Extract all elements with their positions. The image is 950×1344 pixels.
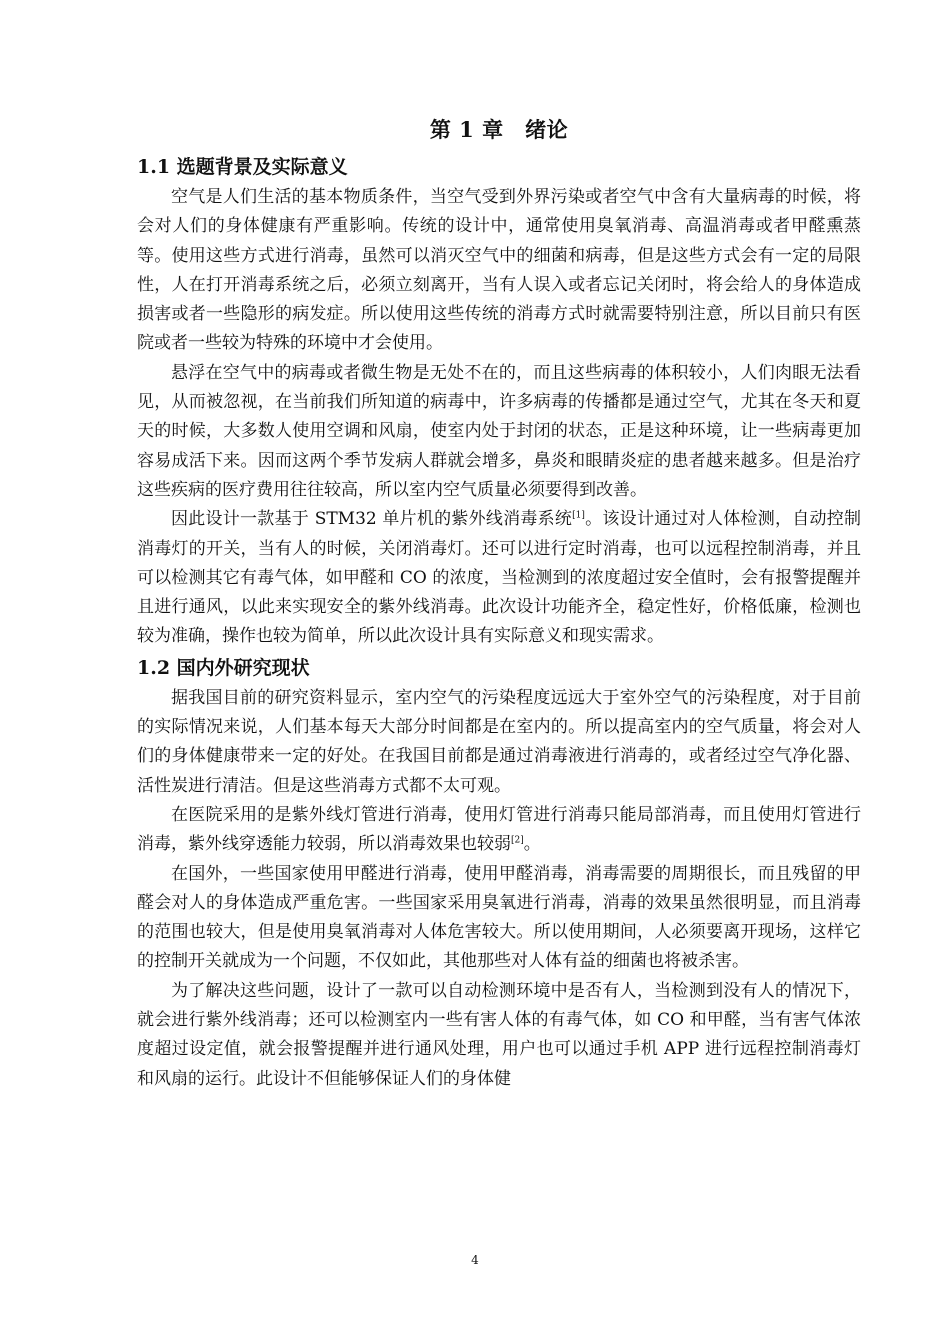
section-heading-1-1: 1.1 选题背景及实际意义 xyxy=(137,156,348,178)
page-content xyxy=(137,113,861,1094)
paragraph-text: 因此设计一款基于 STM32 单片机的紫外线消毒系统 xyxy=(171,509,573,530)
paragraph-text: 。该设计通过对人体检测，自动控制消毒灯的开关，当有人的时候，关闭消毒灯。还可以进行定时消毒，也可以远程控制消毒，并且可以检测其它有毒气体，如甲醛和 CO 的浓度，当检测到的浓度超过安全值时，会有报警提醒并且进行通风，以此来实现安全的紫外线消毒。此次设计功能齐全，稳定性好，价格低廉，检测也较为准确，操作也较为简单，所以此次设计具有实际意义和现实需求。 xyxy=(137,509,861,647)
citation-ref: [1] xyxy=(572,510,585,521)
chapter-title: 第 1 章 绪论 xyxy=(429,117,569,142)
paragraph: 空气是人们生活的基本物质条件，当空气受到外界污染或者空气中含有大量病毒的时候，将会对人们的身体健康有严重影响。传统的设计中，通常使用臭氧消毒、高温消毒或者甲醛熏蒸等。使用这些方式进行消毒，虽然可以消灭空气中的细菌和病毒，但是这些方式会有一定的局限性，人在打开消毒系统之后，必须立刻离开，当有人误入或者忘记关闭时，将会给人的身体造成损害或者一些隐形的病发症。所以使用这些传统的消毒方式时就需要特别注意，所以目前只有医院或者一些较为特殊的环境中才会使用。 xyxy=(137,187,861,354)
citation-ref: [2] xyxy=(511,835,524,846)
section-heading-1-2: 1.2 国内外研究现状 xyxy=(137,656,310,679)
paragraph-with-citation xyxy=(137,505,861,651)
paragraph: 在国外，一些国家使用甲醛进行消毒，使用甲醛消毒，消毒需要的周期很长，而且残留的甲醛会对人的身体造成严重危害。一些国家采用臭氧进行消毒，消毒的效果虽然很明显，而且消毒的范围也较大，但是使用臭氧消毒对人体危害较大。所以使用期间，人必须要离开现场，这样它的控制开关就成为一个问题，不仅如此，其他那些对人体有益的细菌也将被杀害。 xyxy=(137,863,861,972)
page-number: 4 xyxy=(471,1253,479,1267)
paragraph: 为了解决这些问题，设计了一款可以自动检测环境中是否有人，当检测到没有人的情况下，就会进行紫外线消毒；还可以检测室内一些有害人体的有毒气体，如 CO 和甲醛，当有害气体浓度超过设定值，就会报警提醒并进行通风处理，用户也可以通过手机 APP 进行远程控制消毒灯和风扇的运行。此设计不但能够保证人们的身体健 xyxy=(137,980,861,1089)
paragraph-text: 。 xyxy=(523,834,541,855)
paragraph: 悬浮在空气中的病毒或者微生物是无处不在的，而且这些病毒的体积较小，人们肉眼无法看见，从而被忽视，在当前我们所知道的病毒中，许多病毒的传播都是通过空气，尤其在冬天和夏天的时候，大多数人使用空调和风扇，使室内处于封闭的状态，正是这种环境，让一些病毒更加容易成活下来。因而这两个季节发病人群就会增多，鼻炎和眼睛炎症的患者越来越多。但是治疗这些疾病的医疗费用往往较高，所以室内空气质量必须要得到改善。 xyxy=(137,362,861,500)
paragraph: 据我国目前的研究资料显示，室内空气的污染程度远远大于室外空气的污染程度，对于目前的实际情况来说，人们基本每天大部分时间都是在室内的。所以提高室内的空气质量，将会对人们的身体健康带来一定的好处。在我国目前都是通过消毒液进行消毒的，或者经过空气净化器、活性炭进行清洁。但是这些消毒方式都不太可观。 xyxy=(137,687,861,796)
paragraph-text: 在医院采用的是紫外线灯管进行消毒，使用灯管进行消毒只能局部消毒，而且使用灯管进行消毒，紫外线穿透能力较弱，所以消毒效果也较弱 xyxy=(137,804,861,855)
paragraph-with-citation xyxy=(137,801,861,860)
